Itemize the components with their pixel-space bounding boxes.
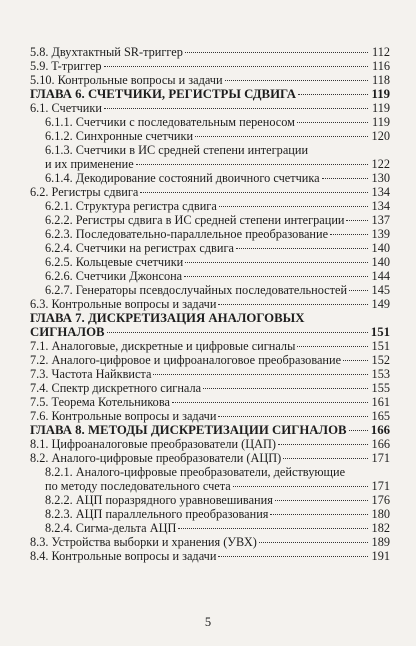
dot-leader: [219, 206, 368, 207]
toc-entry-title: 6.3. Контрольные вопросы и задачи: [30, 297, 217, 311]
toc-chapter-entry[interactable]: [30, 423, 390, 437]
toc-entry[interactable]: [30, 367, 390, 381]
toc-entry-title: 7.1. Аналоговые, дискретные и цифровые сигналы: [30, 339, 296, 353]
toc-page-number: 153: [371, 367, 390, 381]
dot-leader: [259, 542, 368, 543]
toc-page-number: 171: [371, 451, 390, 465]
toc-page-number: 112: [372, 45, 390, 59]
toc-entry[interactable]: [30, 129, 390, 143]
dot-leader: [185, 262, 368, 263]
toc-entry-title: 5.9. T-триггер: [30, 59, 102, 73]
toc-page-number: 182: [371, 521, 390, 535]
toc-page-number: 151: [371, 339, 390, 353]
toc-entry-title: 5.8. Двухтактный SR-триггер: [30, 45, 183, 59]
dot-leader: [225, 80, 368, 81]
toc-entry-title: 7.6. Контрольные вопросы и задачи: [30, 409, 217, 423]
toc-page-number: 145: [371, 283, 390, 297]
toc-entry[interactable]: [30, 549, 390, 563]
dot-leader: [218, 304, 368, 305]
toc-entry[interactable]: [30, 227, 390, 241]
toc-page-number: 189: [371, 535, 390, 549]
dot-leader: [297, 122, 368, 123]
dot-leader: [298, 94, 368, 95]
toc-entry-title: 6.2.1. Структура регистра сдвига: [45, 199, 217, 213]
dot-leader: [330, 234, 368, 235]
toc-entry-title: 8.3. Устройства выборки и хранения (УВХ): [30, 535, 257, 549]
toc-page-number: 165: [371, 409, 390, 423]
toc-entry-title: 6.2.6. Счетчики Джонсона: [45, 269, 183, 283]
toc-entry-title: и их применение: [45, 157, 134, 171]
toc-entry-title: ГЛАВА 6. СЧЕТЧИКИ, РЕГИСТРЫ СДВИГА: [30, 87, 297, 101]
toc-entry[interactable]: [30, 241, 390, 255]
toc-entry-title: 8.2.1. Аналого-цифровые преобразователи, действующие: [45, 465, 346, 479]
toc-entry[interactable]: [30, 269, 390, 283]
toc-page-number: 191: [371, 549, 390, 563]
toc-entry[interactable]: [30, 157, 390, 171]
toc-entry-title: 6.2.7. Генераторы псевдослучайных последовательностей: [45, 283, 348, 297]
toc-chapter-entry[interactable]: [30, 87, 390, 101]
toc-entry[interactable]: [30, 339, 390, 353]
toc-entry-title: 8.4. Контрольные вопросы и задачи: [30, 549, 217, 563]
toc-entry-title: 6.2.3. Последовательно-параллельное преобразование: [45, 227, 329, 241]
toc-entry[interactable]: [30, 115, 390, 129]
toc-entry-title: по методу последовательного счета: [45, 479, 231, 493]
toc-entry-title: 5.10. Контрольные вопросы и задачи: [30, 73, 223, 87]
toc-page-number: 140: [371, 241, 390, 255]
toc-entry-title: ГЛАВА 7. ДИСКРЕТИЗАЦИЯ АНАЛОГОВЫХ: [30, 311, 305, 325]
toc-page-number: 134: [371, 185, 390, 199]
toc-page-number: 155: [371, 381, 390, 395]
toc-page-number: 130: [371, 171, 390, 185]
dot-leader: [275, 500, 368, 501]
toc-entry[interactable]: [30, 297, 390, 311]
toc-page-number: 120: [371, 129, 390, 143]
toc-entry[interactable]: [30, 479, 390, 493]
toc-entry-title: 6.2.5. Кольцевые счетчики: [45, 255, 184, 269]
toc-entry-title: 7.3. Частота Найквиста: [30, 367, 152, 381]
dot-leader: [140, 192, 368, 193]
toc-entry[interactable]: [30, 283, 390, 297]
toc-entry-title: 6.2.4. Счетчики на регистрах сдвига: [45, 241, 234, 255]
toc-entry[interactable]: [30, 451, 390, 465]
toc-page-number: 118: [372, 73, 390, 87]
toc-entry-title: 6.1. Счетчики: [30, 101, 102, 115]
toc-page-number: 134: [371, 199, 390, 213]
dot-leader: [270, 514, 368, 515]
toc-entry-title: 8.2.3. АЦП параллельного преобразования: [45, 507, 269, 521]
table-of-contents: [30, 45, 390, 563]
toc-page-number: 171: [371, 479, 390, 493]
toc-page-number: 140: [371, 255, 390, 269]
dot-leader: [349, 430, 368, 431]
dot-leader: [184, 276, 368, 277]
toc-page-number: 166: [371, 437, 390, 451]
toc-entry[interactable]: [30, 199, 390, 213]
dot-leader: [297, 346, 368, 347]
dot-leader: [195, 136, 368, 137]
toc-entry-title: 8.2.2. АЦП поразрядного уравновешивания: [45, 493, 273, 507]
dot-leader: [107, 332, 368, 333]
toc-entry-title: 6.1.2. Синхронные счетчики: [45, 129, 194, 143]
toc-entry-title: 8.2. Аналого-цифровые преобразователи (АЦП): [30, 451, 282, 465]
toc-entry[interactable]: [30, 171, 390, 185]
toc-entry-title: 8.1. Цифроаналоговые преобразователи (ЦАП): [30, 437, 276, 451]
toc-page-number: 122: [371, 157, 390, 171]
toc-page-number: 119: [372, 101, 390, 115]
dot-leader: [178, 528, 368, 529]
toc-entry[interactable]: [30, 409, 390, 423]
toc-entry-title: 7.5. Теорема Котельникова: [30, 395, 170, 409]
dot-leader: [322, 178, 368, 179]
dot-leader: [136, 164, 368, 165]
toc-page-number: 161: [371, 395, 390, 409]
toc-entry[interactable]: [30, 185, 390, 199]
dot-leader: [233, 486, 368, 487]
toc-entry-title: 6.1.3. Счетчики в ИС средней степени интеграции: [45, 143, 309, 157]
toc-entry-title: 6.1.4. Декодирование состояний двоичного счетчика: [45, 171, 320, 185]
dot-leader: [218, 556, 368, 557]
toc-entry[interactable]: [30, 255, 390, 269]
toc-entry[interactable]: [30, 493, 390, 507]
toc-entry-title: 6.1.1. Счетчики с последовательным переносом: [45, 115, 295, 129]
dot-leader: [153, 374, 368, 375]
toc-entry-title: 8.2.4. Сигма-дельта АЦП: [45, 521, 177, 535]
toc-entry-title: 7.2. Аналого-цифровое и цифроаналоговое преобразование: [30, 353, 342, 367]
dot-leader: [283, 458, 368, 459]
toc-entry[interactable]: [30, 213, 390, 227]
toc-entry[interactable]: [30, 507, 390, 521]
toc-entry[interactable]: [30, 353, 390, 367]
toc-chapter-entry[interactable]: [30, 325, 390, 339]
toc-entry-title: СИГНАЛОВ: [30, 325, 105, 339]
toc-entry[interactable]: [30, 73, 390, 87]
toc-page-number: 139: [371, 227, 390, 241]
toc-page-number: 166: [370, 423, 390, 437]
toc-entry[interactable]: [30, 101, 390, 115]
toc-entry[interactable]: [30, 521, 390, 535]
dot-leader: [104, 108, 368, 109]
dot-leader: [185, 52, 368, 53]
toc-entry[interactable]: [30, 437, 390, 451]
toc-entry-title: 6.2.2. Регистры сдвига в ИС средней степени интеграции: [45, 213, 345, 227]
dot-leader: [278, 444, 368, 445]
toc-entry-title: 6.2. Регистры сдвига: [30, 185, 139, 199]
toc-page-number: 137: [371, 213, 390, 227]
toc-page-number: 144: [371, 269, 390, 283]
toc-page-number: 176: [371, 493, 390, 507]
dot-leader: [104, 66, 368, 67]
toc-page-number: 180: [371, 507, 390, 521]
dot-leader: [236, 248, 368, 249]
toc-entry-title: ГЛАВА 8. МЕТОДЫ ДИСКРЕТИЗАЦИИ СИГНАЛОВ: [30, 423, 347, 437]
dot-leader: [172, 402, 368, 403]
toc-page-number: 119: [372, 115, 390, 129]
toc-entry-title: 7.4. Спектр дискретного сигнала: [30, 381, 202, 395]
dot-leader: [203, 388, 368, 389]
toc-page-number: 152: [371, 353, 390, 367]
toc-entry[interactable]: [30, 45, 390, 59]
dot-leader: [349, 290, 368, 291]
toc-entry[interactable]: [30, 395, 390, 409]
page-number: 5: [204, 615, 212, 629]
toc-page-number: 149: [371, 297, 390, 311]
toc-entry[interactable]: [30, 535, 390, 549]
toc-page-number: 119: [371, 87, 390, 101]
toc-page-number: 116: [372, 59, 390, 73]
toc-page-number: 151: [370, 325, 390, 339]
dot-leader: [343, 360, 368, 361]
toc-entry[interactable]: [30, 381, 390, 395]
dot-leader: [218, 416, 368, 417]
toc-entry[interactable]: [30, 59, 390, 73]
dot-leader: [346, 220, 368, 221]
